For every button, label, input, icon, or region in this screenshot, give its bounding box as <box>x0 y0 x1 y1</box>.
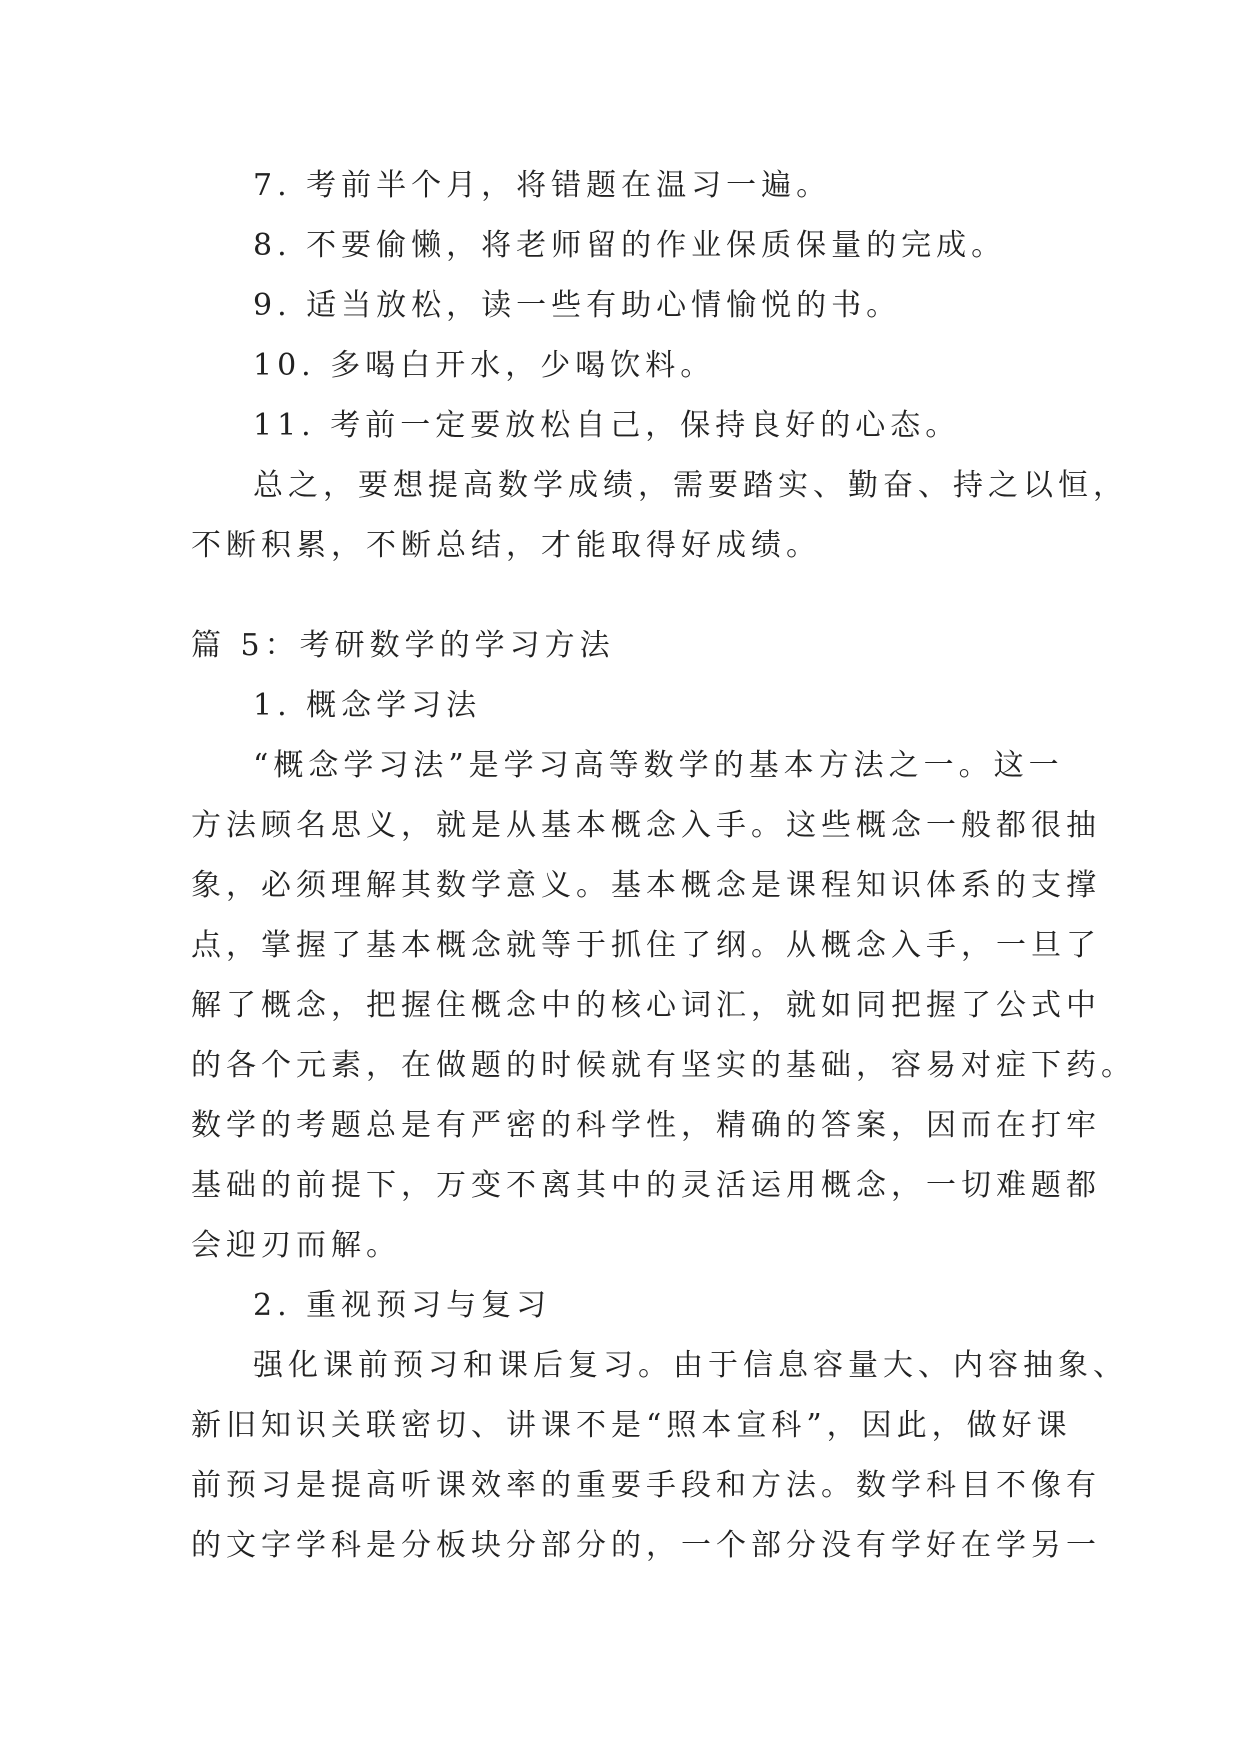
paragraph-line: 前预习是提高听课效率的重要手段和方法。数学科目不像有 <box>191 1468 1101 1503</box>
paragraph-line: 点，掌握了基本概念就等于抓住了纲。从概念入手，一旦了 <box>191 928 1101 963</box>
paragraph-line: “概念学习法”是学习高等数学的基本方法之一。这一 <box>253 748 1064 783</box>
list-item: 11. 考前一定要放松自己，保持良好的心态。 <box>253 408 961 443</box>
list-item: 9. 适当放松，读一些有助心情愉悦的书。 <box>253 288 902 323</box>
section-5 <box>191 616 1136 1576</box>
list-item: 10. 多喝白开水，少喝饮料。 <box>253 348 716 383</box>
tips-list-continued <box>191 156 1128 576</box>
summary-paragraph-line: 不断积累，不断总结，才能取得好成绩。 <box>191 528 821 563</box>
paragraph-line: 的各个元素，在做题的时候就有坚实的基础，容易对症下药。 <box>191 1048 1136 1083</box>
method-heading: 2. 重视预习与复习 <box>253 1288 552 1323</box>
paragraph-line: 基础的前提下，万变不离其中的灵活运用概念，一切难题都 <box>191 1168 1101 1203</box>
list-item: 8. 不要偷懒，将老师留的作业保质保量的完成。 <box>253 228 1007 263</box>
section-title: 篇 5：考研数学的学习方法 <box>191 628 615 663</box>
method-heading: 1. 概念学习法 <box>253 688 482 723</box>
paragraph-line: 象，必须理解其数学意义。基本概念是课程知识体系的支撑 <box>191 868 1101 903</box>
summary-paragraph-line: 总之，要想提高数学成绩，需要踏实、勤奋、持之以恒， <box>253 468 1128 503</box>
paragraph-line: 数学的考题总是有严密的科学性，精确的答案，因而在打牢 <box>191 1108 1101 1143</box>
paragraph-line: 新旧知识关联密切、讲课不是“照本宣科”，因此，做好课 <box>191 1408 1072 1443</box>
list-item: 7. 考前半个月，将错题在温习一遍。 <box>253 168 832 203</box>
paragraph-line: 强化课前预习和课后复习。由于信息容量大、内容抽象、 <box>253 1348 1128 1383</box>
paragraph-line: 方法顾名思义，就是从基本概念入手。这些概念一般都很抽 <box>191 808 1101 843</box>
paragraph-line: 解了概念，把握住概念中的核心词汇，就如同把握了公式中 <box>191 988 1101 1023</box>
paragraph-line: 的文字学科是分板块分部分的，一个部分没有学好在学另一 <box>191 1528 1101 1563</box>
paragraph-line: 会迎刃而解。 <box>191 1228 401 1263</box>
